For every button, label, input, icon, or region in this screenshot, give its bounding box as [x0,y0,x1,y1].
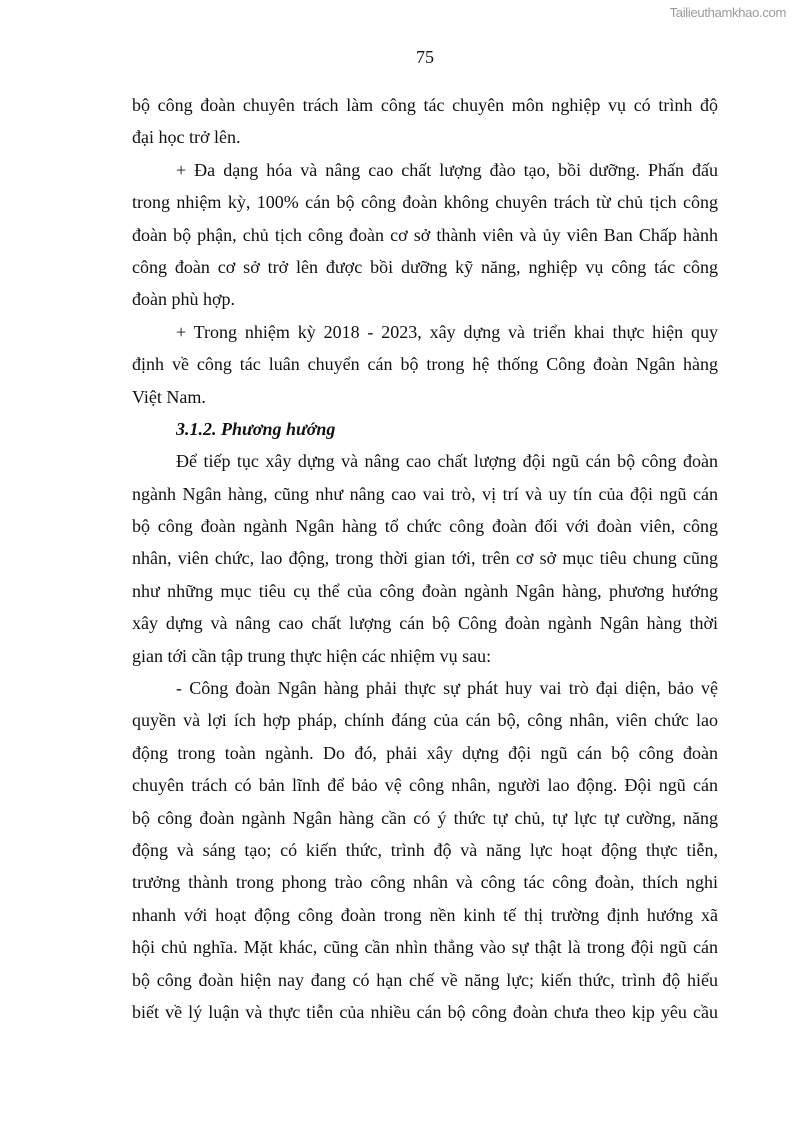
paragraph-line: + Trong nhiệm kỳ 2018 - 2023, xây dựng và triển khai thực hiện quy [176,321,718,342]
paragraph-line: đoàn phù hợp. [132,289,236,310]
paragraph-line: đoàn bộ phận, chủ tịch công đoàn cơ sở thành viên và ủy viên Ban Chấp hành [132,224,718,245]
paragraph-line: - Công đoàn Ngân hàng phải thực sự phát huy vai trò đại diện, bảo vệ [176,678,718,699]
document-body [132,92,718,1031]
paragraph-line: chuyên trách có bản lĩnh để bảo vệ công nhân, người lao động. Đội ngũ cán [132,775,718,796]
paragraph-line: trong nhiệm kỳ, 100% cán bộ công đoàn không chuyên trách từ chủ tịch công [132,192,718,213]
watermark: Tailieuthamkhao.com [669,5,786,20]
paragraph-line: công đoàn cơ sở trở lên được bồi dưỡng kỹ năng, nghiệp vụ công tác công [132,256,718,277]
paragraph-line: động trong toàn ngành. Do đó, phải xây dựng đội ngũ cán bộ công đoàn [132,742,718,763]
paragraph-line: biết về lý luận và thực tiễn của nhiều cán bộ công đoàn chưa theo kịp yêu cầu [132,1001,718,1022]
paragraph-line: ngành Ngân hàng, cũng như nâng cao vai trò, vị trí và uy tín của đội ngũ cán [132,483,718,504]
paragraph-line: đại học trở lên. [132,127,241,148]
paragraph-line: bộ công đoàn ngành Ngân hàng tổ chức công đoàn đối với đoàn viên, công [132,516,718,537]
paragraph-line: bộ công đoàn hiện nay đang có hạn chế về năng lực; kiến thức, trình độ hiểu [132,969,718,990]
paragraph-line: nhân, viên chức, lao động, trong thời gian tới, trên cơ sở mục tiêu chung cũng [132,548,718,569]
paragraph-line: Để tiếp tục xây dựng và nâng cao chất lượng đội ngũ cán bộ công đoàn [176,451,718,472]
paragraph-line: bộ công đoàn ngành Ngân hàng cần có ý thức tự chủ, tự lực tự cường, năng [132,807,718,828]
page-number: 75 [416,47,434,67]
paragraph-line: gian tới cần tập trung thực hiện các nhiệm vụ sau: [132,645,492,666]
paragraph-line: + Đa dạng hóa và nâng cao chất lượng đào tạo, bồi dưỡng. Phấn đấu [176,159,718,180]
paragraph-line: định về công tác luân chuyển cán bộ trong hệ thống Công đoàn Ngân hàng [132,354,718,375]
paragraph-line: nhanh với hoạt động công đoàn trong nền kinh tế thị trường định hướng xã [132,904,718,925]
paragraph-line: Việt Nam. [132,386,206,407]
paragraph-line: bộ công đoàn chuyên trách làm công tác chuyên môn nghiệp vụ có trình độ [132,95,718,115]
paragraph-line: quyền và lợi ích hợp pháp, chính đáng của cán bộ, công nhân, viên chức lao [132,710,718,731]
section-heading: 3.1.2. Phương hướng [176,418,336,439]
paragraph-line: như những mục tiêu cụ thể của công đoàn ngành Ngân hàng, phương hướng [132,580,718,601]
paragraph-line: động và sáng tạo; có kiến thức, trình độ và năng lực hoạt động thực tiễn, [132,839,718,860]
paragraph-line: xây dựng và nâng cao chất lượng cán bộ Công đoàn ngành Ngân hàng thời [132,613,718,634]
paragraph-line: trưởng thành trong phong trào công nhân và công tác công đoàn, thích nghi [132,872,718,893]
paragraph-line: hội chủ nghĩa. Mặt khác, cũng cần nhìn thẳng vào sự thật là trong đội ngũ cán [132,937,718,958]
